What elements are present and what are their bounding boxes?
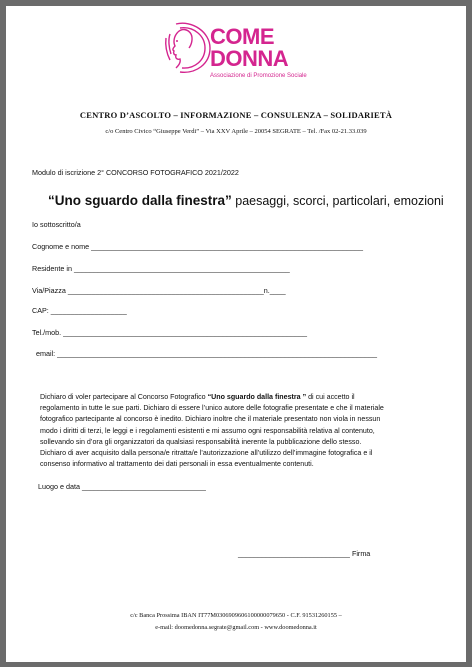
cap-field: CAP: ___________________ (32, 306, 127, 315)
email-field: email: ________________________________________________________________________________ (36, 349, 377, 358)
brand-line-2: DONNA (210, 46, 289, 71)
module-label: Modulo di iscrizione 2° CONCORSO FOTOGRAFICO 2021/2022 (32, 168, 239, 177)
luogo-data-field: Luogo e data _______________________________ (38, 482, 206, 491)
via-field: Via/Piazza _________________________________________________n.____ (32, 286, 286, 295)
declaration-line-2: regolamento in tutte le sue parti. Dichiaro di essere l’unico autore delle fotografie presentate e che il materiale (40, 404, 384, 413)
declaration-line-7: consenso informativo al trattamento dei dati personali in essa eventualmente contenuti. (40, 460, 314, 469)
cognome-field: Cognome e nome ____________________________________________________________________ (32, 242, 363, 251)
document-page (6, 6, 466, 662)
declaration-paragraph (40, 392, 435, 470)
brand-line-1: COME (210, 24, 274, 49)
contest-title-bold: “Uno sguardo dalla finestra” (48, 193, 232, 208)
footer-bank-info: c/c Banca Prossima IBAN IT77M0306909606100000079650 - C.F. 91531260155 – (130, 612, 342, 619)
contest-title (48, 193, 444, 208)
tel-field: Tel./mob. _____________________________________________________________ (32, 328, 307, 337)
footer-contacts: e-mail: doomedonna.segrate@gmail.com - www.doomedonna.it (155, 624, 317, 631)
header-address: c/o Centro Civico “Giuseppe Verdi” – Via XXV Aprile – 20054 SEGRATE – Tel. /Fax 02-21.33.039 (105, 128, 367, 135)
sottoscritto-label: Io sottoscritto/a (32, 220, 81, 229)
declaration-line-6: Dichiaro di aver acquisito dalla persona/e ritratta/e l’autorizzazione all’utilizzo dell’immagine fotografica e il (40, 449, 373, 458)
signature-field (238, 549, 370, 558)
comedonna-logo (158, 18, 333, 80)
declaration-line-5: sollevando sin d’ora gli organizzatori da qualsiasi responsabilità inerente la pubblicazione dello stesso. (40, 437, 362, 446)
declaration-line-4: modo i diritti di terzi, le leggi e i regolamenti esistenti e mi assumo ogni responsabilità relativa al contenuto, (40, 426, 375, 435)
residente-field: Residente in ______________________________________________________ (32, 264, 290, 273)
declaration-line-3: fotografico partecipante al concorso è inedito. Dichiaro inoltre che il materiale presentato non viola in nessun (40, 415, 381, 424)
signature-label: Firma (351, 549, 371, 558)
brand-wordmark (210, 26, 307, 80)
declaration-line-1: Dichiaro di voler partecipare al Concorso Fotografico “Uno sguardo dalla finestra ” di cui accetto il (40, 393, 355, 401)
contest-title-rest: paesaggi, scorci, particolari, emozioni (231, 194, 444, 208)
woman-profile-logo-icon (158, 18, 218, 78)
brand-subtitle: Associazione di Promozione Sociale (210, 73, 307, 79)
header-services: CENTRO D’ASCOLTO – INFORMAZIONE – CONSULENZA – SOLIDARIETÀ (79, 110, 393, 120)
signature-line: ____________________________ (238, 549, 350, 558)
